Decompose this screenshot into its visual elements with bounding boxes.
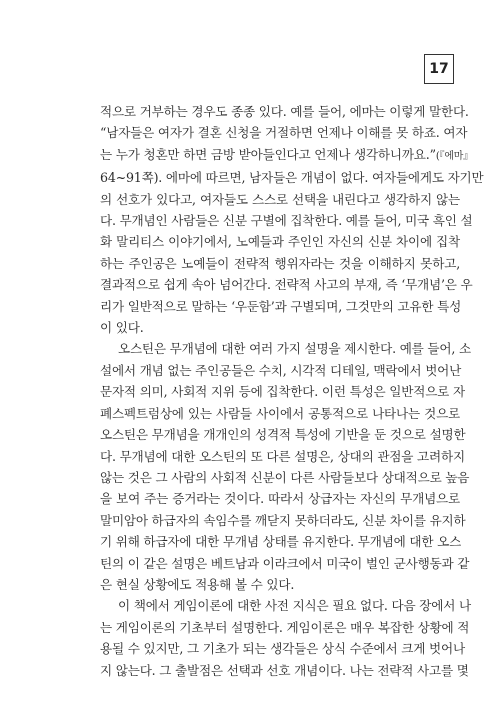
text-line: [100, 424, 466, 445]
text-line-content: 오스틴은 무개념에 대한 여러 가지 설명을 제시한다. 예를 들어, 소: [118, 341, 471, 357]
text-line: [100, 144, 474, 167]
text-line: [100, 338, 471, 359]
text-line-content: 는 게임이론의 기초부터 설명한다. 게임이론은 매우 복잡한 상황에 적: [100, 619, 470, 635]
text-line: [100, 253, 460, 274]
text-line: [100, 660, 469, 681]
text-line: [100, 553, 470, 574]
text-line: [100, 231, 460, 252]
text-line: [100, 531, 460, 552]
text-line-content: “남자들은 여자가 결혼 신청을 거절하면 언제나 이해를 못 하죠. 여자: [100, 125, 468, 141]
text-line-content: 설에서 개념 없는 주인공들은 수치, 시각적 디테일, 맥락에서 벗어난: [100, 362, 462, 378]
body-text: [100, 101, 484, 681]
text-line-content: 오스틴은 무개념을 개개인의 성격적 특성에 기반을 둔 것으로 설명한: [100, 427, 466, 443]
text-line-content: 64~91쪽). 에마에 따르면, 남자들은 개념이 없다. 여자들에게도 자기만: [100, 170, 484, 186]
text-line-content: 이 책에서 게임이론에 대한 사전 지식은 필요 없다. 다음 장에서 나: [118, 598, 471, 614]
text-line: [100, 122, 468, 143]
text-line: [100, 467, 470, 488]
text-line-content: 적으로 거부하는 경우도 종종 있다. 예를 들어, 에마는 이렇게 말한다.: [100, 104, 469, 119]
text-line-content: 말미암아 하급자의 속임수를 깨닫지 못하더라도, 신분 차이를 유지하: [100, 512, 466, 528]
text-line: [100, 510, 466, 531]
text-line: [100, 317, 460, 338]
text-line-content: 는 누가 청혼만 하면 금방 받아들인다고 언제나 생각하니까요.”: [100, 146, 436, 162]
text-line-content: 기 위해 하급자에 대한 무개념 상태를 유지한다. 무개념에 대한 오스: [100, 534, 462, 550]
text-line-content: 다. 무개념인 사람들은 신분 구별에 집착한다. 예를 들어, 미국 흑인 설: [100, 213, 473, 229]
text-line: [100, 617, 470, 638]
text-line: [100, 381, 465, 402]
text-line: [100, 360, 460, 381]
text-line: [100, 101, 469, 122]
text-line-content: 을 보여 주는 증거라는 것이다. 따라서 상급자는 자신의 무개념으로: [100, 491, 460, 507]
text-line-content: 지 않는다. 그 출발점은 선택과 선호 개념이다. 나는 전략적 사고를 몇: [100, 662, 469, 678]
text-line-content: 은 현실 상황에도 적용해 볼 수 있다.: [100, 576, 295, 592]
text-line: [100, 167, 484, 188]
text-line: [100, 574, 460, 595]
text-line-content: 다. 무개념에 대한 오스틴의 또 다른 설명은, 상대의 관점을 고려하지: [100, 448, 465, 464]
text-line-content: 틴의 이 같은 설명은 베트남과 이라크에서 미국이 벌인 군사행동과 같: [100, 555, 470, 571]
text-line-content: 의 선호가 있다고, 여자들도 스스로 선택을 내린다고 생각하지 않는: [100, 191, 460, 207]
text-line-content: 화 말리티스 이야기에서, 노예들과 주인인 자신의 신분 차이에 집착: [100, 234, 460, 250]
text-line: [100, 403, 460, 424]
text-line: [100, 638, 465, 659]
text-line-content: 용될 수 있지만, 그 기초가 되는 생각들은 상식 수준에서 크게 벗어나: [100, 641, 465, 657]
text-line: [100, 488, 460, 509]
text-line: [100, 189, 460, 210]
text-line: [100, 595, 471, 616]
text-line-content: 리가 일반적으로 말하는 ‘우둔함’과 구별되며, 그것만의 고유한 특성: [100, 298, 462, 314]
citation: (『에마』: [435, 150, 474, 162]
text-line: [100, 296, 460, 317]
text-line: [100, 210, 473, 231]
text-line-content: 문자적 의미, 사회적 지위 등에 집착한다. 이런 특성은 일반적으로 자: [100, 384, 465, 400]
page-number: 17: [424, 54, 454, 84]
text-line-content: 결과적으로 쉽게 속아 넘어간다. 전략적 사고의 부재, 즉 ‘무개념’은 우: [100, 277, 473, 293]
text-line-content: 않는 것은 그 사람의 사회적 신분이 다른 사람들보다 상대적으로 높음: [100, 469, 470, 485]
text-line: [100, 274, 473, 295]
text-line-content: 이 있다.: [100, 320, 144, 336]
text-line-content: 폐스펙트럼상에 있는 사람들 사이에서 공통적으로 나타나는 것으로: [100, 405, 460, 421]
text-line: [100, 446, 465, 467]
text-line-content: 하는 주인공은 노예들이 전략적 행위자라는 것을 이해하지 못하고,: [100, 255, 460, 271]
